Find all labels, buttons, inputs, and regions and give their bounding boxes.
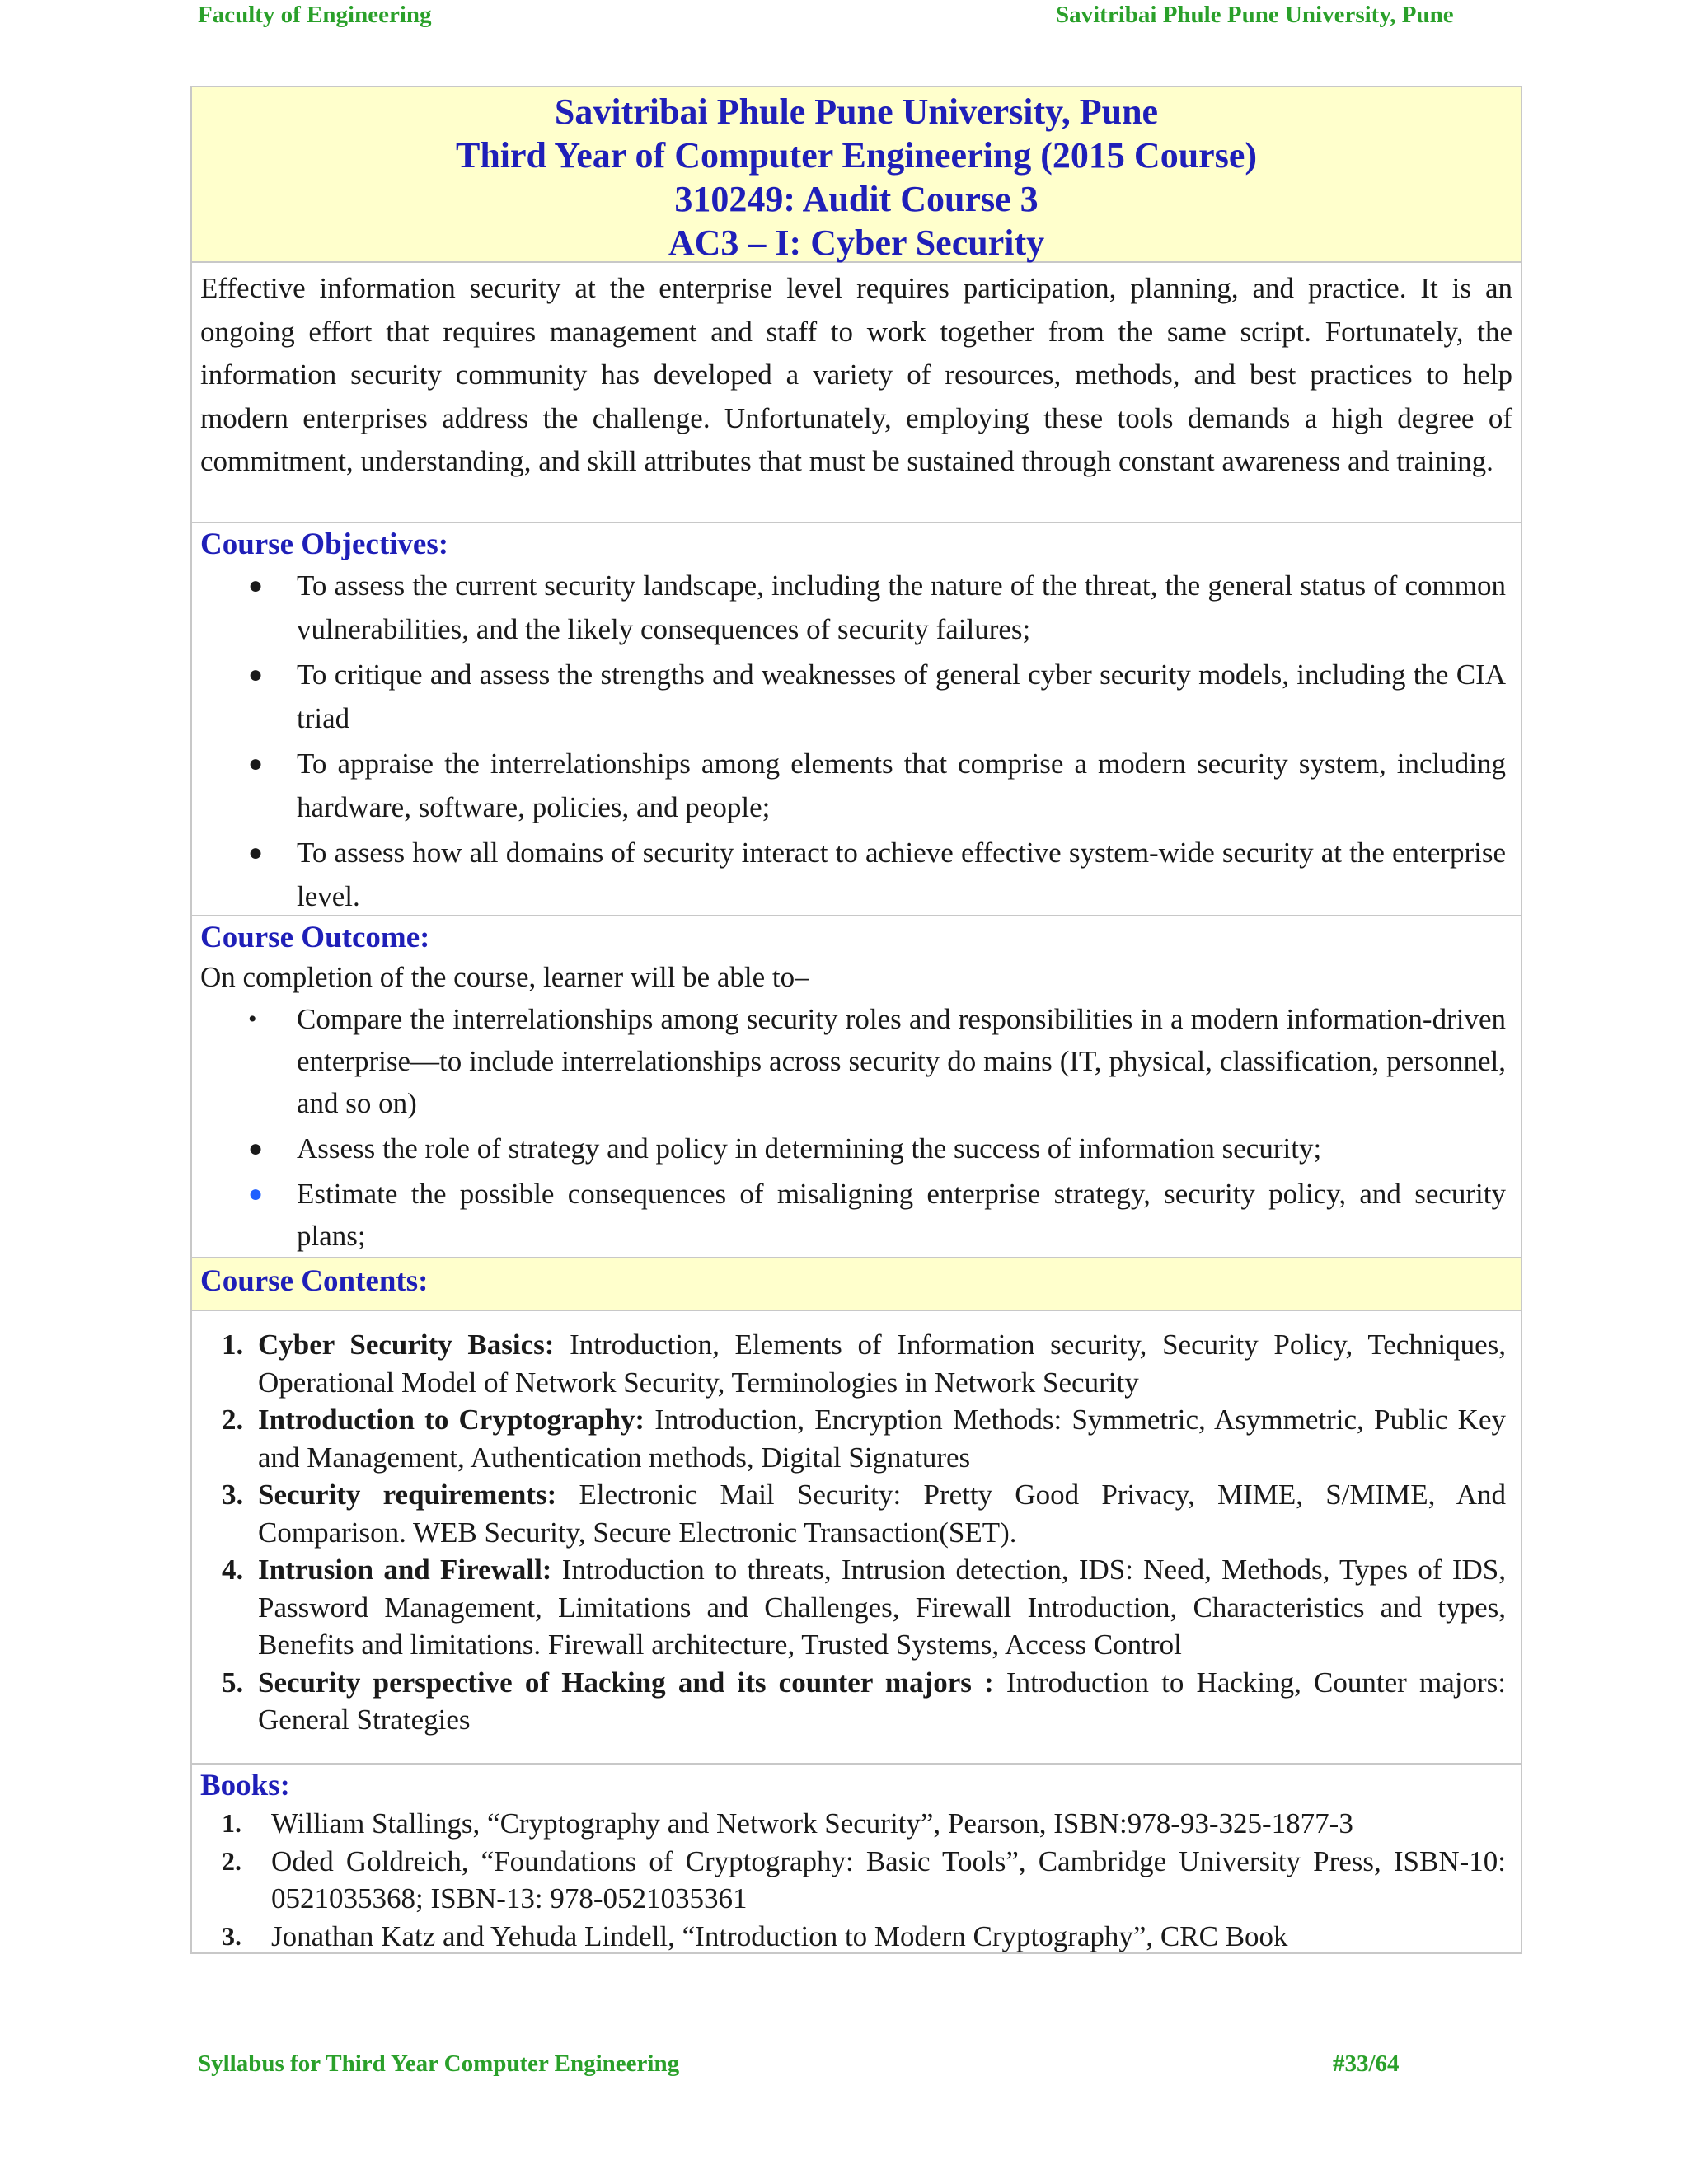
books-heading: Books: (200, 1769, 290, 1802)
outcome-heading: Course Outcome: (200, 921, 430, 954)
header-university: Savitribai Phule Pune University, Pune (1056, 2, 1454, 28)
header-faculty: Faculty of Engineering (198, 2, 432, 28)
list-item: ● To assess the current security landscape, including the nature of the threat, the general status of common vulnerabilities, and the likely consequences of security failures; (192, 564, 1521, 651)
running-header (0, 2, 1688, 35)
outcome-lead: On completion of the course, learner will be able to– (200, 961, 809, 993)
list-item: ● To critique and assess the strengths and weaknesses of general cyber security models, including the CIA triad (192, 653, 1521, 740)
list-item: • Compare the interrelationships among security roles and responsibilities in a modern information-driven enterprise—to include interrelationships across security do mains (IT, physical, classification, personnel, and so on) (192, 998, 1521, 1124)
list-item: 1. Cyber Security Basics: Introduction, Elements of Information security, Security Policy, Techniques, Operational Model of Network Security, Terminologies in Network Security (222, 1329, 1506, 1399)
list-item: 3. Security requirements: Electronic Mail Security: Pretty Good Privacy, MIME, S/MIME, And Comparison. WEB Security, Secure Electronic Transaction(SET). (222, 1479, 1506, 1549)
bullet-icon: ● (248, 750, 264, 777)
contents-heading-row (192, 1258, 1521, 1311)
title-block (192, 87, 1521, 263)
title-course-code: 310249: Audit Course 3 (674, 179, 1039, 219)
contents-heading: Course Contents: (200, 1264, 429, 1298)
bullet-icon: ● (248, 572, 264, 599)
list-item: ● To appraise the interrelationships among elements that comprise a modern security system, including hardware, software, policies, and people; (192, 742, 1521, 829)
bullet-icon: ● (248, 1180, 264, 1207)
list-item: 1. William Stallings, “Cryptography and Network Security”, Pearson, ISBN:978-93-325-1877-3 (222, 1807, 1353, 1840)
bullet-icon: ● (248, 1135, 264, 1162)
title-university: Savitribai Phule Pune University, Pune (554, 91, 1159, 132)
intro-paragraph: Effective information security at the enterprise level requires participation, planning, and practice. It is an ongoing effort that requires management and staff to work together from the same script. Fortunately, the information security community has developed a variety of resources, methods, and best practices to help modern enterprises address the challenge. Unfortunately, employing these tools demands a high degree of commitment, understanding, and skill attributes that must be sustained through constant awareness and training. (192, 263, 1521, 523)
footer-syllabus: Syllabus for Third Year Computer Engineering (198, 2050, 680, 2077)
page-number: #33/64 (1333, 2050, 1400, 2077)
title-course-name: AC3 – I: Cyber Security (668, 223, 1045, 263)
contents-list (192, 1326, 1521, 1739)
list-item: ● To assess how all domains of security interact to achieve effective system-wide security at the enterprise level. (192, 831, 1521, 918)
bullet-icon: ● (248, 661, 264, 688)
contents-section (192, 1311, 1521, 1765)
title-program: Third Year of Computer Engineering (2015 Course) (455, 135, 1258, 176)
objectives-heading: Course Objectives: (200, 527, 449, 561)
list-item: 5. Security perspective of Hacking and its counter majors : Introduction to Hacking, Counter majors: General Strategies (222, 1666, 1506, 1736)
list-item: 4. Intrusion and Firewall: Introduction to threats, Intrusion detection, IDS: Need, Methods, Types of IDS, Password Management, Limitations and Challenges, Firewall Introduction, Characteristics and types, Benefits and limitations. Firewall architecture, Trusted Systems, Access Control (222, 1554, 1506, 1661)
list-item: 2. Introduction to Cryptography: Introduction, Encryption Methods: Symmetric, Asymmetric, Public Key and Management, Authentication methods, Digital Signatures (222, 1404, 1506, 1474)
list-item: 2. Oded Goldreich, “Foundations of Cryptography: Basic Tools”, Cambridge University Press, ISBN-10: 0521035368; ISBN-13: 978-0521035361 (222, 1844, 1506, 1915)
list-item: ● Estimate the possible consequences of misaligning enterprise strategy, security policy, and security plans; (192, 1173, 1521, 1257)
list-item: ● Assess the role of strategy and policy in determining the success of information security; (192, 1127, 1521, 1169)
objectives-list (192, 564, 1521, 918)
books-list (192, 1805, 1521, 1955)
books-section (192, 1765, 1521, 1952)
outcome-section (192, 916, 1521, 1258)
outcome-list (192, 998, 1521, 1257)
list-item: 3. Jonathan Katz and Yehuda Lindell, “Introduction to Modern Cryptography”, CRC Book (222, 1919, 1288, 1952)
objectives-section (192, 523, 1521, 916)
bullet-icon: ● (248, 839, 264, 866)
syllabus-table (190, 86, 1522, 1954)
bullet-icon: • (248, 1005, 257, 1033)
